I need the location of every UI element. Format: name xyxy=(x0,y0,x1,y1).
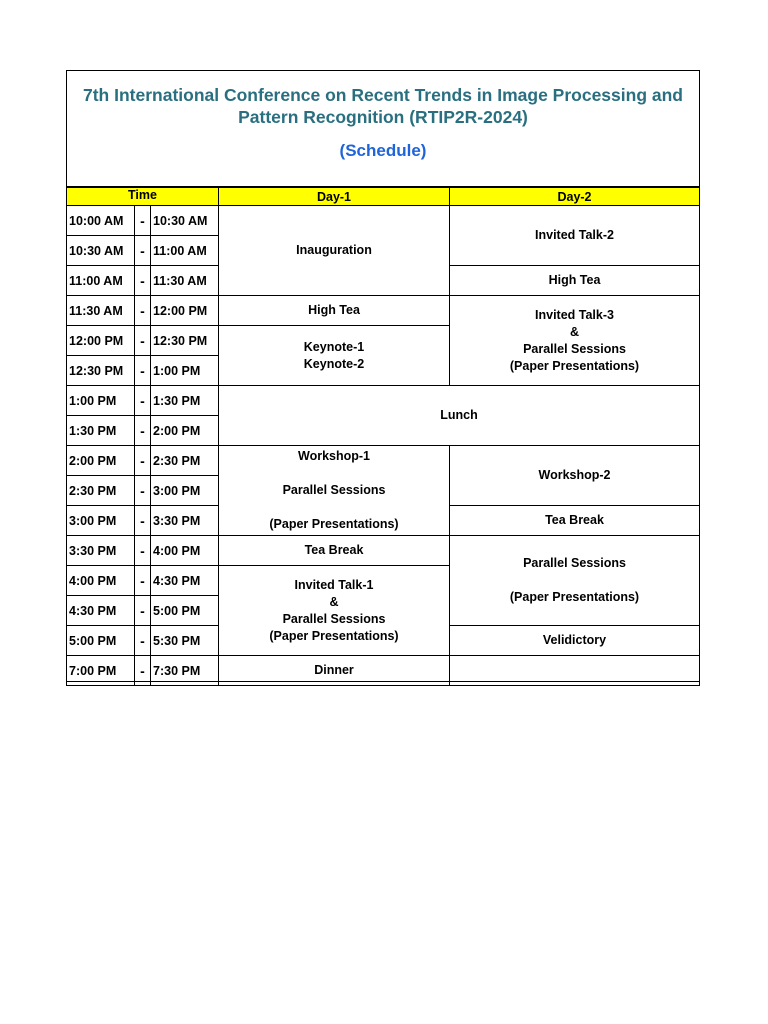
event-label: Invited Talk-2 xyxy=(535,228,614,242)
slot-end-time: 4:30 PM xyxy=(151,566,219,596)
day2-high-tea xyxy=(450,266,700,296)
time-separator: - xyxy=(135,536,151,566)
schedule-subtitle: (Schedule) xyxy=(339,141,427,160)
time-separator: - xyxy=(135,566,151,596)
event-label: (Paper Presentations) xyxy=(269,517,399,531)
ampersand-label: & xyxy=(329,594,339,609)
slot-end-time: 11:30 AM xyxy=(151,266,219,296)
event-label: Workshop-2 xyxy=(538,468,611,482)
event-label: Workshop-1 xyxy=(298,449,370,463)
day1-dinner xyxy=(219,656,450,686)
event-label: Parallel Sessions xyxy=(523,341,626,356)
column-header-row xyxy=(67,188,700,206)
day2-parallel-sessions-block xyxy=(450,536,700,626)
time-separator: - xyxy=(135,266,151,296)
day2-workshop-2 xyxy=(450,446,700,506)
time-slot-row xyxy=(67,656,700,686)
day1-column-header: Day-1 xyxy=(219,188,450,206)
event-label: Keynote-1 xyxy=(303,339,365,354)
slot-start-time: 1:00 PM xyxy=(67,386,135,416)
time-separator: - xyxy=(135,296,151,326)
time-separator: - xyxy=(135,236,151,266)
time-separator: - xyxy=(135,326,151,356)
slot-start-time: 2:00 PM xyxy=(67,446,135,476)
event-label: Tea Break xyxy=(304,543,364,557)
day2-invited-talk-2 xyxy=(450,206,700,266)
day1-invited-talk-1-block xyxy=(219,566,450,656)
event-label: Invited Talk-3 xyxy=(535,307,614,322)
slot-start-time: 3:30 PM xyxy=(67,536,135,566)
time-separator: - xyxy=(135,446,151,476)
slot-end-time: 5:30 PM xyxy=(151,626,219,656)
time-column-header: Time xyxy=(67,188,219,206)
day1-high-tea xyxy=(219,296,450,326)
slot-end-time: 2:00 PM xyxy=(151,416,219,446)
slot-start-time: 11:00 AM xyxy=(67,266,135,296)
event-label: Parallel Sessions xyxy=(523,556,626,570)
slot-start-time: 11:30 AM xyxy=(67,296,135,326)
slot-start-time: 3:00 PM xyxy=(67,506,135,536)
time-separator: - xyxy=(135,506,151,536)
slot-start-time: 10:30 AM xyxy=(67,236,135,266)
slot-end-time: 12:30 PM xyxy=(151,326,219,356)
slot-end-time: 1:00 PM xyxy=(151,356,219,386)
slot-end-time: 3:00 PM xyxy=(151,476,219,506)
day2-invited-talk-3-block xyxy=(450,296,700,386)
event-label: Parallel Sessions xyxy=(282,483,386,497)
event-label: Parallel Sessions xyxy=(282,611,386,626)
ampersand-label: & xyxy=(569,324,580,339)
event-label: Keynote-2 xyxy=(303,356,365,371)
time-separator: - xyxy=(135,416,151,446)
day1-tea-break xyxy=(219,536,450,566)
time-slot-row xyxy=(67,386,700,416)
time-separator: - xyxy=(135,386,151,416)
slot-start-time: 1:30 PM xyxy=(67,416,135,446)
slot-start-time: 7:00 PM xyxy=(67,656,135,686)
event-label: Dinner xyxy=(314,663,354,677)
slot-end-time: 1:30 PM xyxy=(151,386,219,416)
time-slot-row xyxy=(67,536,700,566)
slot-start-time: 12:30 PM xyxy=(67,356,135,386)
spacer xyxy=(219,499,449,516)
lunch-block xyxy=(219,386,700,446)
slot-end-time: 12:00 PM xyxy=(151,296,219,326)
schedule-table xyxy=(66,187,700,686)
slot-end-time: 2:30 PM xyxy=(151,446,219,476)
slot-start-time: 10:00 AM xyxy=(67,206,135,236)
slot-end-time: 5:00 PM xyxy=(151,596,219,626)
time-separator: - xyxy=(135,596,151,626)
spacer xyxy=(219,465,449,482)
event-label: Inauguration xyxy=(296,243,372,257)
time-slot-row xyxy=(67,296,700,326)
day2-column-header: Day-2 xyxy=(450,188,700,206)
event-label: (Paper Presentations) xyxy=(509,590,640,604)
event-label: (Paper Presentations) xyxy=(509,358,640,373)
slot-start-time: 12:00 PM xyxy=(67,326,135,356)
slot-end-time: 7:30 PM xyxy=(151,656,219,686)
day2-tea-break xyxy=(450,506,700,536)
event-label: Lunch xyxy=(440,408,478,422)
schedule-sheet xyxy=(66,70,700,682)
slot-start-time: 4:30 PM xyxy=(67,596,135,626)
conference-title: 7th International Conference on Recent Trends in Image Processing and Pattern Recognition (RTIP2R-2024) xyxy=(83,85,683,127)
time-separator: - xyxy=(135,356,151,386)
event-label: (Paper Presentations) xyxy=(269,628,399,643)
event-label: Tea Break xyxy=(545,513,604,527)
slot-start-time: 2:30 PM xyxy=(67,476,135,506)
time-separator: - xyxy=(135,626,151,656)
time-slot-row xyxy=(67,446,700,476)
schedule-header xyxy=(67,71,699,187)
day1-inauguration xyxy=(219,206,450,296)
slot-end-time: 3:30 PM xyxy=(151,506,219,536)
day1-keynotes xyxy=(219,326,450,386)
event-label: High Tea xyxy=(308,303,360,317)
slot-start-time: 5:00 PM xyxy=(67,626,135,656)
day2-valedictory xyxy=(450,626,700,656)
time-slot-row xyxy=(67,206,700,236)
event-label: Invited Talk-1 xyxy=(294,577,374,592)
slot-end-time: 11:00 AM xyxy=(151,236,219,266)
slot-end-time: 4:00 PM xyxy=(151,536,219,566)
spacer xyxy=(450,572,699,589)
slot-end-time: 10:30 AM xyxy=(151,206,219,236)
day2-empty-cell xyxy=(450,656,700,686)
event-label: High Tea xyxy=(548,273,601,287)
time-separator: - xyxy=(135,656,151,686)
event-label: Velidictory xyxy=(542,633,607,647)
time-separator: - xyxy=(135,476,151,506)
day1-workshop-1-block xyxy=(219,446,450,536)
time-separator: - xyxy=(135,206,151,236)
slot-start-time: 4:00 PM xyxy=(67,566,135,596)
